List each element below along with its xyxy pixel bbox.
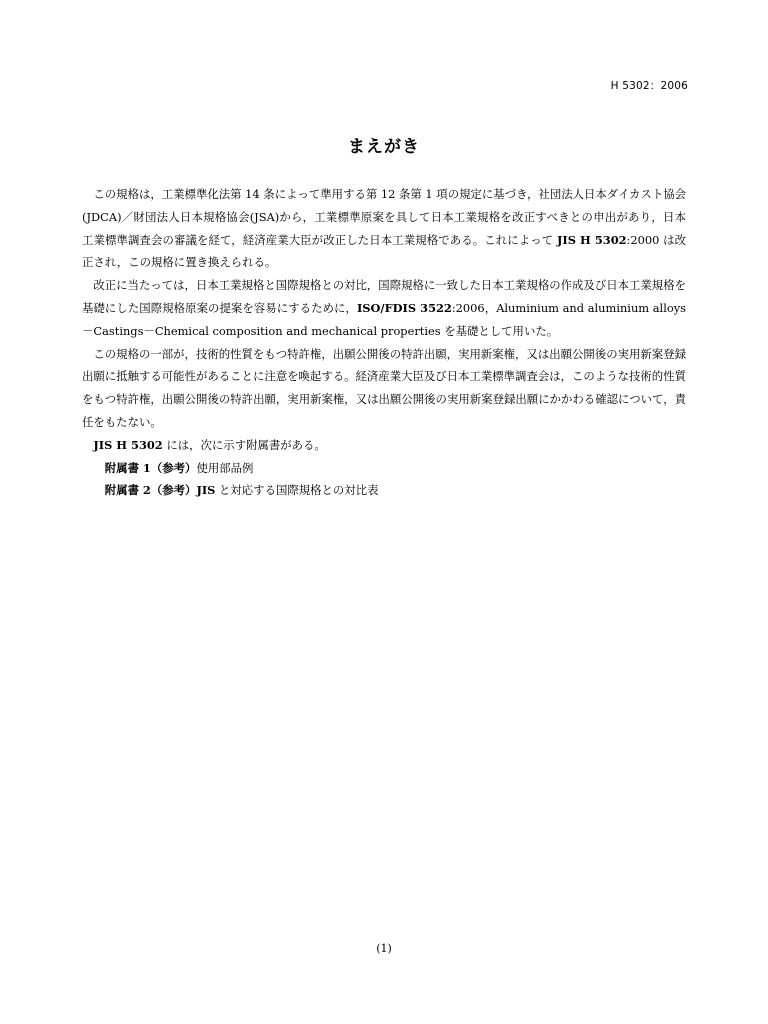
page-title: まえがき [348, 137, 420, 157]
paragraph-2 [82, 274, 686, 342]
paragraph-1-text: この規格は，工業標準化法第 14 条によって準用する第 12 条第 1 項の規定に基づき，社団法人日本ダイカスト協会(JDCA)／財団法人日本規格協会(JSA)から，工業標準原案を具して日本工業規格を改正すべきとの申出があり，日本工業標準調査会の審議を経て，経済産業大臣が改正した日本工業規格である。これによって [82, 187, 686, 247]
document-number: H 5302：2006 [610, 80, 688, 92]
paragraph-1-end: :2000 は改正され，この規格に置き換えられる。 [82, 232, 686, 270]
paragraph-1 [82, 183, 686, 274]
paragraph-2-end: :2006，Aluminium and aluminium alloys－Castings－Chemical composition and mechanical properties を基礎として用いた。 [82, 300, 686, 338]
annex-1-label: 附属書 1（参考） [104, 460, 197, 475]
page-number: (1) [376, 942, 392, 955]
annex-item-2 [82, 479, 686, 502]
paragraph-1-standard-ref: JIS H 5302 [556, 232, 627, 247]
annex-1-text: 使用部品例 [196, 460, 254, 475]
paragraph-2-text: 改正に当たっては，日本工業規格と国際規格との対比，国際規格に一致した日本工業規格の作成及び日本工業規格を基礎にした国際規格原案の提案を容易にするために， [82, 278, 686, 315]
annex-2-label: 附属書 2（参考） [104, 483, 197, 498]
annex-item-1 [82, 457, 686, 480]
paragraph-3: この規格の一部が，技術的性質をもつ特許権，出願公開後の特許出願，実用新案権，又は出願公開後の実用新案登録出願に抵触する可能性があることに注意を喚起する。経済産業大臣及び日本工業標準調査会は，このような技術的性質をもつ特許権，出願公開後の特許出願，実用新案権，又は出願公開後の実用新案登録出願にかかわる確認について，責任をもたない。 [82, 346, 686, 429]
paragraph-4-end: には，次に示す附属書がある。 [162, 437, 326, 452]
annex-2-jis: JIS [196, 483, 216, 498]
annex-list [82, 457, 686, 503]
annex-2-text: と対応する国際規格との対比表 [215, 483, 379, 498]
foreword-body [82, 183, 686, 502]
paragraph-2-standard-ref: ISO/FDIS 3522 [356, 300, 452, 315]
paragraph-4-standard-ref: JIS H 5302 [93, 437, 163, 452]
paragraph-4 [82, 434, 686, 457]
